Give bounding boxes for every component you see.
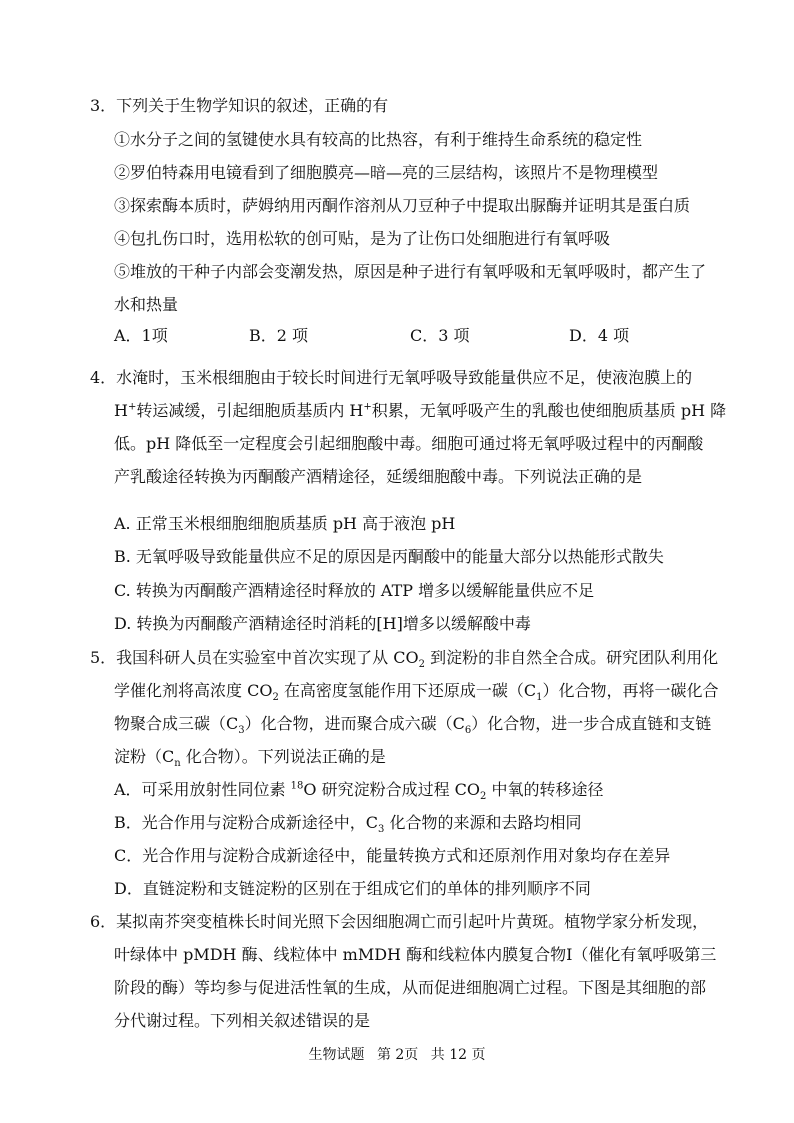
- q6-line-1: 6．某拟南芥突变植株长时间光照下会因细胞凋亡而引起叶片黄斑。植物学家分析发现，: [90, 912, 709, 931]
- q3-item-2: ②罗伯特森用电镜看到了细胞膜亮—暗—亮的三层结构，该照片不是物理模型: [114, 163, 659, 182]
- q5-option-c: C．光合作用与淀粉合成新途径中，能量转换方式和还原剂作用对象均存在差异: [114, 846, 671, 865]
- q3-stem: 3．下列关于生物学知识的叙述，正确的有: [90, 96, 389, 115]
- q4-line-3: 低。pH 降低至一定程度会引起细胞酸中毒。细胞可通过将无氧呼吸过程中的丙酮酸: [114, 434, 704, 453]
- q3-item-4: ④包扎伤口时，选用松软的创可贴，是为了让伤口处细胞进行有氧呼吸: [114, 229, 611, 248]
- q3-item-3: ③探索酶本质时，萨姆纳用丙酮作溶剂从刀豆种子中提取出脲酶并证明其是蛋白质: [114, 196, 691, 215]
- q3-item-5: ⑤堆放的干种子内部会变潮发热，原因是种子进行有氧呼吸和无氧呼吸时，都产生了: [114, 262, 707, 281]
- q3-option-d: D．4 项: [569, 326, 630, 345]
- q5-option-d: D．直链淀粉和支链淀粉的区别在于组成它们的单体的排列顺序不同: [114, 879, 591, 898]
- q3-option-b: B．2 项: [249, 326, 309, 345]
- q6-line-3: 阶段的酶）等均参与促进活性氧的生成，从而促进细胞凋亡过程。下图是其细胞的部: [114, 978, 707, 997]
- q5-option-a: A．可采用放射性同位素 $^{18}$O 研究淀粉合成过程 $CO_2$ 中氧的转移途径: [114, 780, 604, 803]
- footer-total-pages: 共 12 页: [430, 1047, 486, 1063]
- q4-line-4: 产乳酸途径转换为丙酮酸产酒精途径，延缓细胞酸中毒。下列说法正确的是: [114, 467, 643, 486]
- q4-option-a: A. 正常玉米根细胞细胞质基质 pH 高于液泡 pH: [114, 514, 456, 533]
- q4-option-c: C. 转换为丙酮酸产酒精途径时释放的 ATP 增多以缓解能量供应不足: [114, 581, 595, 600]
- q4-line-2: H+转运减缓，引起细胞质基质内 H+积累，无氧呼吸产生的乳酸也使细胞质基质 pH 降: [114, 401, 727, 420]
- footer-subject: 生物试题: [308, 1047, 365, 1063]
- q5-line-4: 淀粉（$C_n$ 化合物）。下列说法正确的是: [114, 747, 386, 770]
- q3-item-5-cont: 水和热量: [114, 295, 179, 314]
- q6-line-2: 叶绿体中 pMDH 酶、线粒体中 mMDH 酶和线粒体内膜复合物Ⅰ（催化有氧呼吸第三: [114, 945, 717, 964]
- q5-option-b: B．光合作用与淀粉合成新途径中，$C_3$ 化合物的来源和去路均相同: [114, 813, 582, 836]
- page-footer: [0, 1044, 794, 1064]
- q6-line-4: 分代谢过程。下列相关叙述错误的是: [114, 1011, 371, 1030]
- q5-line-2: 学催化剂将高浓度 $CO_2$ 在高密度氢能作用下还原成一碳$(C_1)$化合物，再将一碳化合: [114, 681, 719, 704]
- q4-option-d: D. 转换为丙酮酸产酒精途径时消耗的[H]增多以缓解酸中毒: [114, 614, 531, 633]
- q4-line-1: 4．水淹时，玉米根细胞由于较长时间进行无氧呼吸导致能量供应不足，使液泡膜上的: [90, 368, 693, 387]
- q4-option-b: B. 无氧呼吸导致能量供应不足的原因是丙酮酸中的能量大部分以热能形式散失: [114, 547, 664, 566]
- q5-line-1: 5．我国科研人员在实验室中首次实现了从 $CO_2$ 到淀粉的非自然全合成。研究团队利用化: [90, 648, 719, 671]
- q3-option-a: A．1项: [114, 326, 168, 345]
- q5-line-3: 物聚合成三碳$(C_3)$化合物，进而聚合成六碳$(C_6)$化合物，进一步合成直链和支链: [114, 714, 712, 737]
- q3-item-1: ①水分子之间的氢键使水具有较高的比热容，有利于维持生命系统的稳定性: [114, 130, 643, 149]
- footer-page-number: 第 2页: [376, 1047, 419, 1063]
- q3-option-c: C．3 项: [410, 326, 470, 345]
